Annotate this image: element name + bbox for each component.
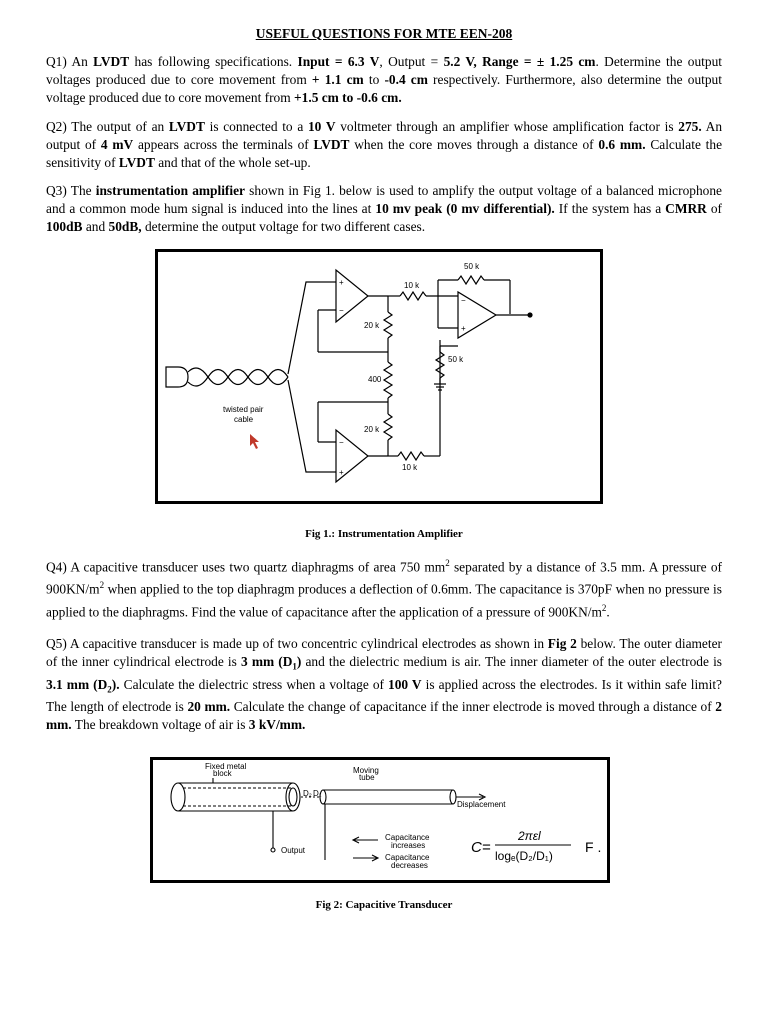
svg-text:+: +: [339, 278, 344, 287]
label-block: block: [213, 769, 232, 778]
label-capacitance-increases-2: increases: [391, 841, 426, 850]
label-output: Output: [281, 846, 306, 855]
label-cable: cable: [234, 415, 254, 424]
label-capacitance-decreases-1: Capacitance: [385, 853, 430, 862]
formula-unit: F .: [585, 839, 602, 855]
label-20k-top: 20 k: [364, 321, 380, 330]
label-50k-top: 50 k: [464, 262, 480, 271]
label-d1: D₁: [313, 789, 322, 798]
resistor-10k-bottom: [398, 452, 424, 460]
microphone-symbol: [166, 367, 188, 387]
label-d2: D₂: [303, 789, 312, 798]
page-title: USEFUL QUESTIONS FOR MTE EEN-208: [255, 26, 513, 41]
label-400: 400: [368, 375, 382, 384]
resistor-50k-feedback: [458, 276, 484, 284]
label-10k-bottom: 10 k: [402, 463, 418, 472]
formula-c: C=: [471, 839, 491, 856]
resistor-20k-bottom: [384, 414, 392, 440]
svg-text:−: −: [339, 438, 344, 447]
label-50k-mid: 50 k: [448, 355, 464, 364]
label-twisted-pair: twisted pair: [223, 405, 264, 414]
figure-1-caption: Fig 1.: Instrumentation Amplifier: [305, 528, 463, 540]
label-tube: tube: [359, 773, 375, 782]
svg-text:+: +: [339, 468, 344, 477]
resistor-10k-top: [400, 292, 426, 300]
question-5: Q5) A capacitive transducer is made up of two concentric cylindrical electrodes as shown in Fig 2 below. The outer diameter of the inner cylindrical electrode is 3 mm $(D_1)$ and the dielectric medium is air. The inner diameter of the outer electrode is 3.1 mm $(D_2)$. Calculate the dielectric stress when a voltage of 100 V is applied across the electrodes. Is it within safe limit? The length of electrode is 20 mm. Calculate the change of capacitance if the inner electrode is moved through a distance of 2 mm. The breakdown voltage of air is 3 kV/mm.: [46, 636, 723, 733]
label-fixed-metal: Fixed metal: [205, 762, 247, 771]
svg-text:−: −: [461, 296, 466, 305]
question-2: Q2) The output of an LVDT is connected to a 10 V voltmeter through an amplifier whose amplification factor is 275. An output of 4 mV appears across the terminals of LVDT when the core moves through a distance of 0.6 mm. Calculate the sensitivity of LVDT and that of the whole set-up.: [46, 119, 723, 170]
capacitive-transducer-diagram: [153, 760, 607, 880]
formula-denominator: logₑ(D₂/D₁): [495, 849, 553, 863]
question-1: Q1) An LVDT has following specifications. Input = 6.3 V, Output = 5.2 V, Range = ± 1.25 cm. Determine the output voltages produced due to core movement from + 1.1 cm to -0.4 cm respectively. Furthermore, also determine the output voltage produced due to core movement from +1.5 cm to -0.6 cm.: [46, 54, 722, 105]
label-displacement: Displacement: [457, 800, 506, 809]
question-4: Q4) A capacitive transducer uses two quartz diaphragms of area 750 $mm^2$ separated by a distance of 3.5 mm. A pressure of $900KN/m^2$ when applied to the top diaphragm produces a deflection of 0.6mm. The capacitance is 370pF when no pressure is applied to the diaphragms. Find the value of capacitance after the application of a pressure of $900KN/m^2$.: [46, 558, 722, 620]
label-20k-bottom: 20 k: [364, 425, 380, 434]
resistor-20k-top: [384, 312, 392, 338]
mouse-cursor-icon: [250, 434, 259, 449]
label-moving: Moving: [353, 766, 379, 775]
question-3: Q3) The instrumentation amplifier shown in Fig 1. below is used to amplify the output voltage of a balanced microphone and a common mode hum signal is induced into the lines at 10 mv peak (0 mv differential). If the system has a CMRR of 100dB and 50dB, determine the output voltage for two different cases.: [46, 183, 723, 234]
label-10k-top: 10 k: [404, 281, 420, 290]
svg-text:+: +: [461, 324, 466, 333]
formula-numerator: 2πεl: [518, 829, 541, 843]
instrumentation-amplifier-diagram: [158, 252, 600, 501]
label-capacitance-decreases-2: decreases: [391, 861, 428, 870]
figure-2-caption: Fig 2: Capacitive Transducer: [315, 899, 453, 911]
figure-1-instrumentation-amplifier: [155, 249, 603, 504]
figure-2-capacitive-transducer: [150, 757, 610, 883]
svg-text:−: −: [339, 306, 344, 315]
resistor-400: [384, 362, 392, 398]
label-capacitance-increases-1: Capacitance: [385, 833, 430, 842]
